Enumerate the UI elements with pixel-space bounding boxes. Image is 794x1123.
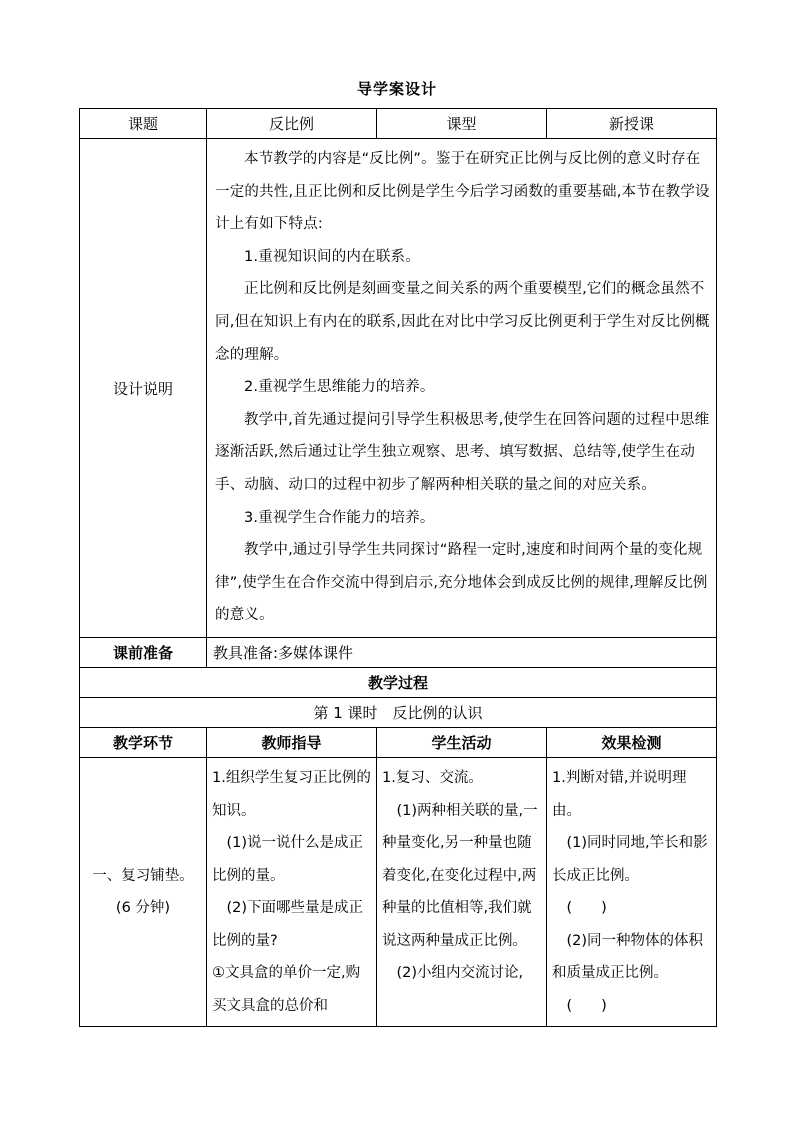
lesson-plan-table <box>79 108 717 1027</box>
prep-value: 教具准备:多媒体课件 <box>207 638 717 668</box>
stage-row <box>80 758 717 1027</box>
column-header: 效果检测 <box>547 728 717 758</box>
design-label: 设计说明 <box>80 139 207 638</box>
check-line: (1)同时同地,竿长和影长成正比例。 <box>552 835 708 884</box>
process-title-row <box>80 668 717 698</box>
type-value: 新授课 <box>547 109 717 139</box>
check-line: 1.判断对错,并说明理由。 <box>552 770 687 819</box>
design-paragraph: 1.重视知识间的内在联系。 <box>244 248 420 265</box>
header-row <box>80 109 717 139</box>
design-paragraph: 教学中,首先通过提问引导学生积极思考,使学生在回答问题的过程中思维逐渐活跃,然后通过让学生独立观察、思考、填写数据、总结等,使学生在动手、动脑、动口的过程中初步了解两种相关联的量之间的对应关系。 <box>215 411 710 493</box>
check-line: (2)同一种物体的体积和质量成正比例。 <box>552 932 704 981</box>
type-label: 课型 <box>377 109 547 139</box>
topic-label: 课题 <box>80 109 207 139</box>
check-line: ( ) <box>566 900 607 916</box>
column-header: 教师指导 <box>207 728 377 758</box>
lesson-title: 第 1 课时 反比例的认识 <box>80 698 717 728</box>
design-paragraph: 本节教学的内容是“反比例”。鉴于在研究正比例与反比例的意义时存在一定的共性,且正比例和反比例是学生今后学习函数的重要基础,本节在教学设计上有如下特点: <box>215 151 710 233</box>
topic-value: 反比例 <box>207 109 377 139</box>
stage-name: 一、复习铺垫。 <box>92 868 194 884</box>
column-header-row <box>80 728 717 758</box>
process-title: 教学过程 <box>80 668 717 698</box>
teacher-line: ①文具盒的单价一定,购买文具盒的总价和 <box>212 965 361 1014</box>
design-paragraph: 3.重视学生合作能力的培养。 <box>244 509 435 526</box>
column-header: 教学环节 <box>80 728 207 758</box>
design-paragraph: 2.重视学生思维能力的培养。 <box>244 379 435 396</box>
design-paragraph: 正比例和反比例是刻画变量之间关系的两个重要模型,它们的概念虽然不同,但在知识上有内在的联系,因此在对比中学习反比例更利于学生对反比例概念的理解。 <box>215 281 710 363</box>
document-title: 导学案设计 <box>356 80 437 98</box>
stage-time: (6 分钟) <box>115 900 171 916</box>
effect-check <box>547 758 717 1027</box>
teacher-line: (2)下面哪些量是成正比例的量? <box>212 900 364 949</box>
stage-cell <box>80 758 207 1027</box>
prep-label: 课前准备 <box>80 638 207 668</box>
teacher-line: (1)说一说什么是成正比例的量。 <box>212 835 364 884</box>
lesson-row <box>80 698 717 728</box>
teacher-line: 1.组织学生复习正比例的知识。 <box>212 770 371 819</box>
column-header: 学生活动 <box>377 728 547 758</box>
design-content <box>207 139 717 638</box>
student-activity <box>377 758 547 1027</box>
student-line: (2)小组内交流讨论, <box>396 965 524 981</box>
prep-row <box>80 638 717 668</box>
design-paragraph: 教学中,通过引导学生共同探讨“路程一定时,速度和时间两个量的变化规律”,使学生在合作交流中得到启示,充分地体会到成反比例的规律,理解反比例的意义。 <box>215 542 708 624</box>
check-line: ( ) <box>566 997 607 1014</box>
design-row <box>80 139 717 638</box>
student-line: (1)两种相关联的量,一种量变化,另一种量也随着变化,在变化过程中,两种量的比值相等,我们就说这两种量成正比例。 <box>382 802 538 949</box>
student-line: 1.复习、交流。 <box>382 770 483 786</box>
teacher-guidance <box>207 758 377 1027</box>
